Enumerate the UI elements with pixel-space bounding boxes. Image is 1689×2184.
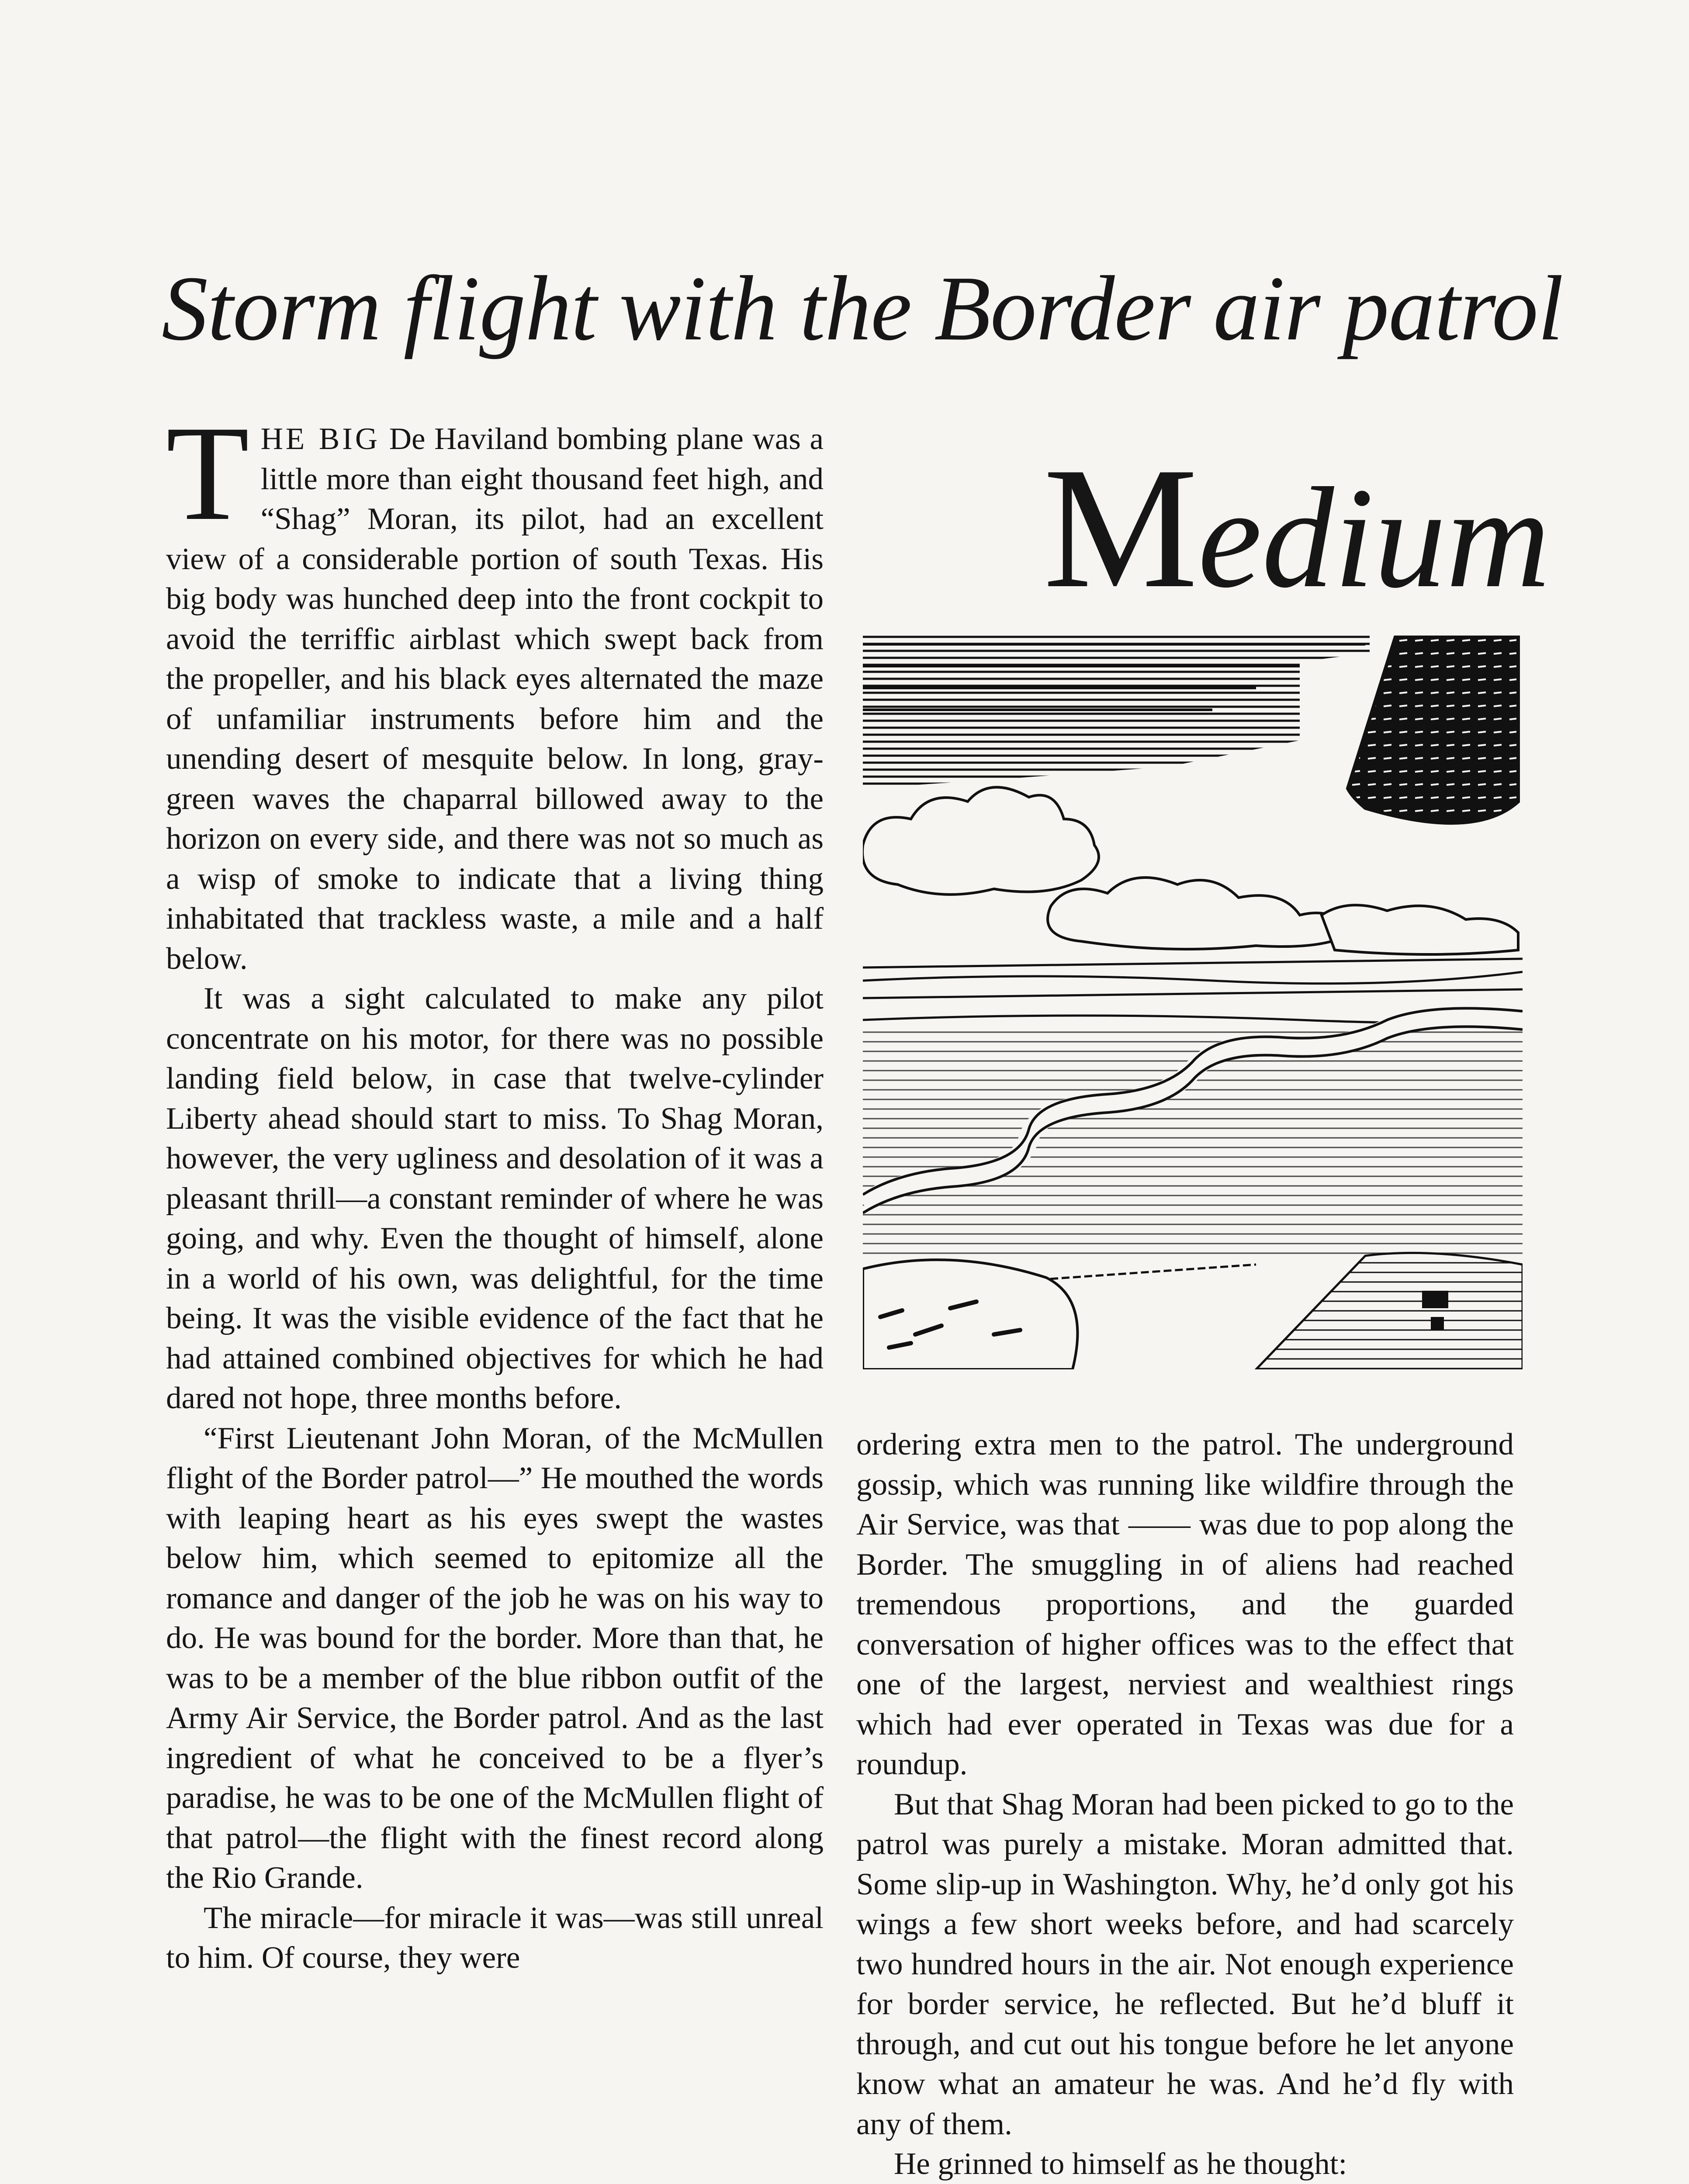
paragraph-2: It was a sight calculated to make any pilot concentrate on his motor, for there was no possible landing field below, in case that twelve-cylinder Liberty ahead should start to miss. To Shag Moran, however, the very ugliness and desolation of it was a pleasant thrill—a constant reminder of where he was going, and why. Even the thought of himself, alone in a world of his own, was delightful, for the time being. It was the visible evidence of the fact that he had attained combined objectives for which he had dared not hope, three months before.: [166, 981, 824, 1415]
paragraph-4: The miracle—for miracle it was—was still unreal to him. Of course, they were: [166, 1901, 824, 1975]
paragraph-3: “First Lieutenant John Moran, of the McMullen flight of the Border patrol—” He mouthed the words with leaping heart as his eyes swept the wastes below him, which seemed to epitomize all the romance and danger of the job he was on his way to do. He was bound for the border. More than that, he was to be a member of the blue ribbon outfit of the Army Air Service, the Border patrol. And as the last ingredient of what he conceived to be a flyer’s paradise, he was to be one of the McMullen flight of that patrol—the flight with the finest record along the Rio Grande.: [166, 1421, 824, 1895]
heading-word: [1043, 432, 1551, 624]
heading-word-rest: edium: [1198, 458, 1551, 618]
aerial-landscape-illustration: [863, 636, 1523, 1369]
right-column: [856, 1425, 1514, 2184]
article-title: Storm flight with the Border air patrol: [162, 257, 1563, 359]
paragraph-text: De Haviland bombing plane was a little more than eight thousand feet high, and “Shag” Moran, its pilot, had an excellent view of a considerable portion of south Texas. His big body was hunched deep into the front cockpit to avoid the terriffic airblast which swept back from the propeller, and his black eyes alternated the maze of unfamiliar instruments before him and the unending desert of mesquite below. In long, gray-green waves the chaparral billowed away to the horizon on every side, and there was not so much as a wisp of smoke to indicate that a living thing inhabitated that trackless waste, a mile and a half below.: [166, 422, 824, 976]
left-column: [166, 398, 824, 1978]
paragraph-6: But that Shag Moran had been picked to go to the patrol was purely a mistake. Moran admitted that. Some slip-up in Washington. Why, he’d only got his wings a few short weeks before, and had scarcely two hundred hours in the air. Not enough experience for border service, he reflected. But he’d bluff it through, and cut out his tongue before he let anyone know what an amateur he was. And he’d fly with any of them.: [856, 1787, 1514, 2141]
paragraph-1: [166, 398, 824, 979]
paragraph-7: He grinned to himself as he thought:: [894, 2147, 1347, 2181]
drop-cap: T: [166, 398, 249, 549]
paragraph-5: ordering extra men to the patrol. The underground gossip, which was running like wildfire through the Air Service, was that —— was due to pop along the Border. The smuggling in of aliens had reached tremendous proportions, and the guarded conversation of higher offices was to the effect that one of the largest, nerviest and wealthiest rings which had ever operated in Texas was due for a roundup.: [856, 1427, 1514, 1781]
lead-smallcaps: HE BIG: [260, 422, 381, 456]
heading-word-cap: M: [1043, 432, 1198, 624]
